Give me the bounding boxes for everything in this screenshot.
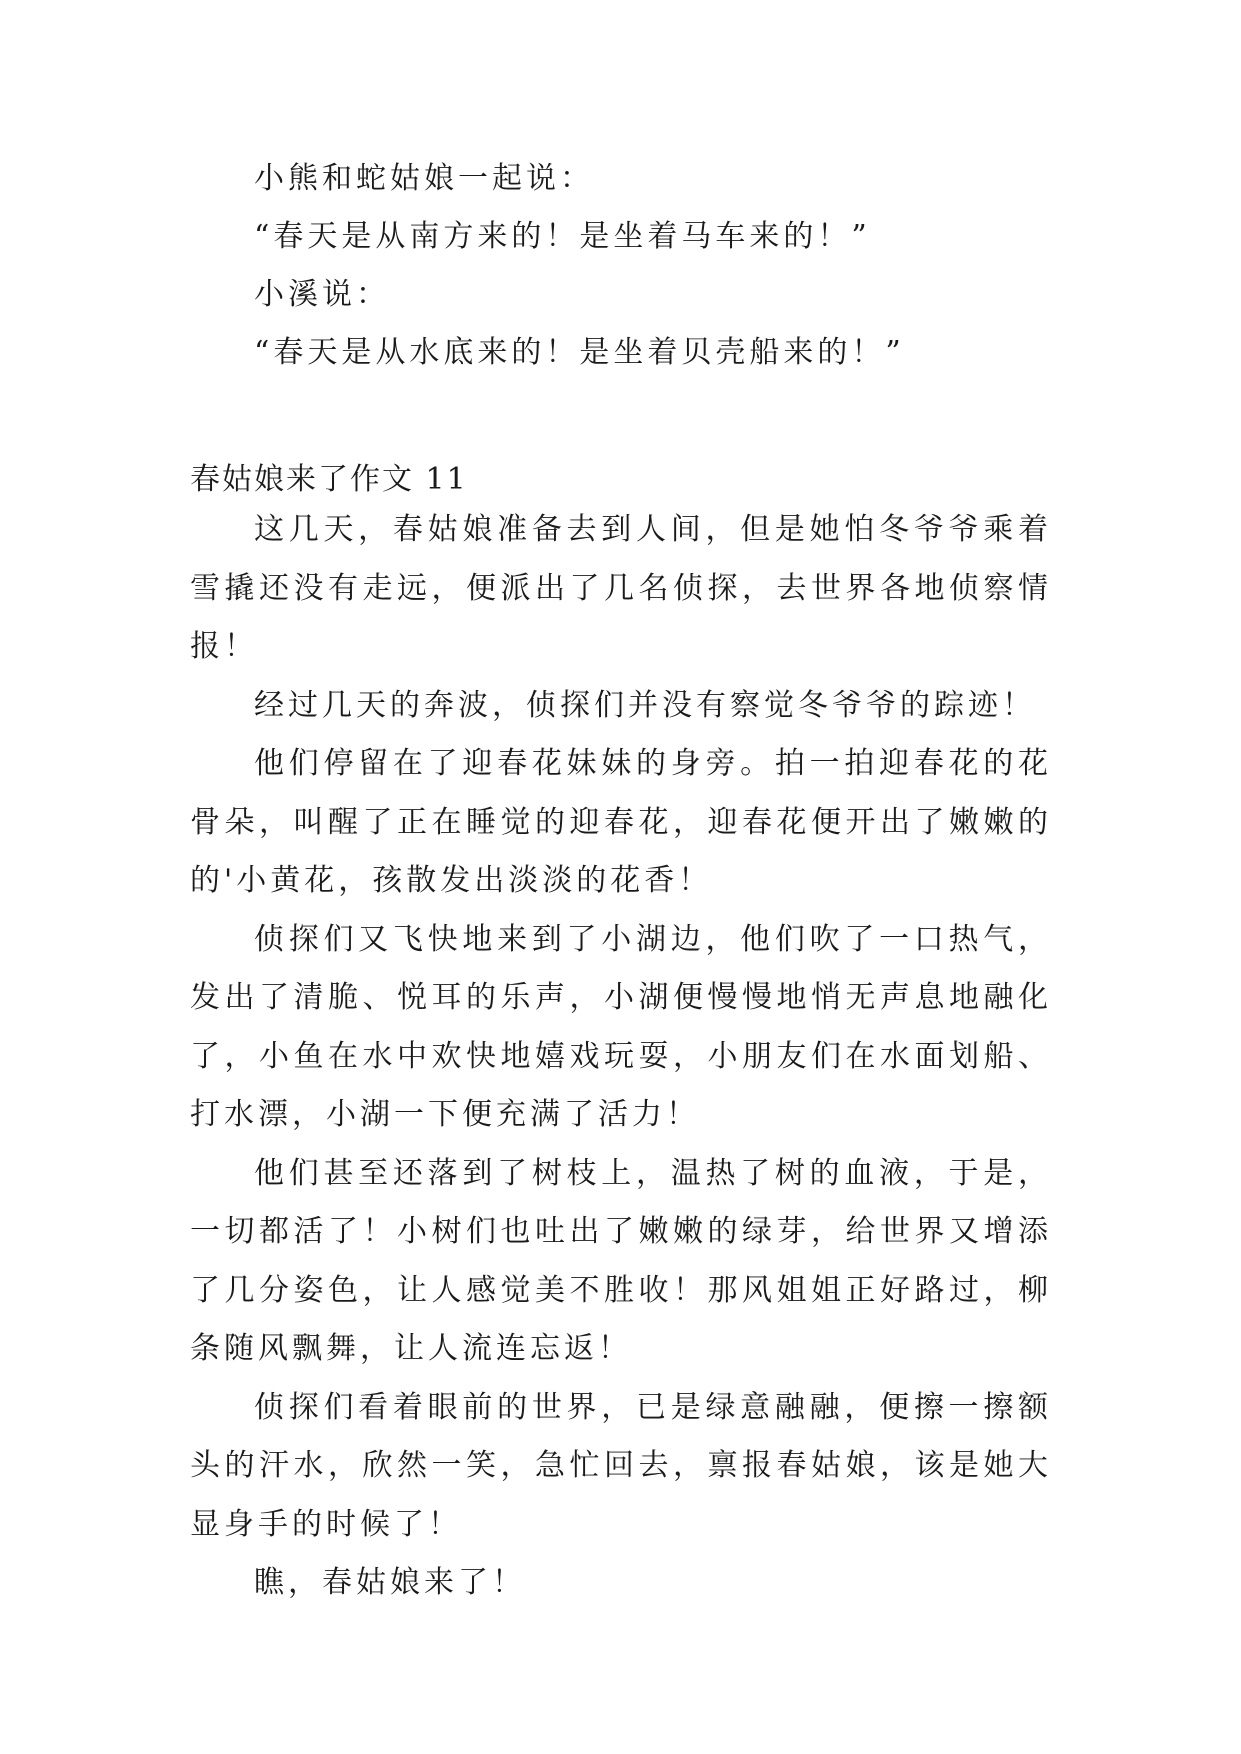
essay-body [190,501,1052,1613]
intro-dialogue [190,150,1052,382]
intro-line: “春天是从水底来的！是坐着贝壳船来的！” [254,335,905,370]
essay-paragraph: 侦探们又飞快地来到了小湖边，他们吹了一口热气，发出了清脆、悦耳的乐声，小湖便慢慢地悄无声息地融化了，小鱼在水中欢快地嬉戏玩耍，小朋友们在水面划船、打水漂，小湖一下便充满了活力！ [190,921,1052,1132]
intro-line: 小熊和蛇姑娘一起说： [254,161,594,196]
intro-line: “春天是从南方来的！是坐着马车来的！” [254,219,871,254]
essay-paragraph: 这几天，春姑娘准备去到人间，但是她怕冬爷爷乘着雪撬还没有走远，便派出了几名侦探，去世界各地侦察情报！ [190,512,1052,664]
essay-paragraph: 侦探们看着眼前的世界，已是绿意融融，便擦一擦额头的汗水，欣然一笑，急忙回去，禀报春姑娘，该是她大显身手的时候了！ [190,1389,1052,1542]
intro-line: 小溪说： [254,277,390,312]
essay-paragraph: 瞧，春姑娘来了！ [254,1565,526,1600]
essay-paragraph: 经过几天的奔波，侦探们并没有察觉冬爷爷的踪迹！ [254,687,1036,723]
essay-paragraph: 他们甚至还落到了树枝上，温热了树的血液，于是，一切都活了！小树们也吐出了嫩嫩的绿芽，给世界又增添了几分姿色，让人感觉美不胜收！那风姐姐正好路过，柳条随风飘舞，让人流连忘返！ [190,1155,1052,1366]
essay-title: 春姑娘来了作文 11 [190,462,468,497]
essay-paragraph: 他们停留在了迎春花妹妹的身旁。拍一拍迎春花的花骨朵，叫醒了正在睡觉的迎春花，迎春花便开出了嫩嫩的的'小黄花，孩散发出淡淡的花香！ [190,746,1052,898]
